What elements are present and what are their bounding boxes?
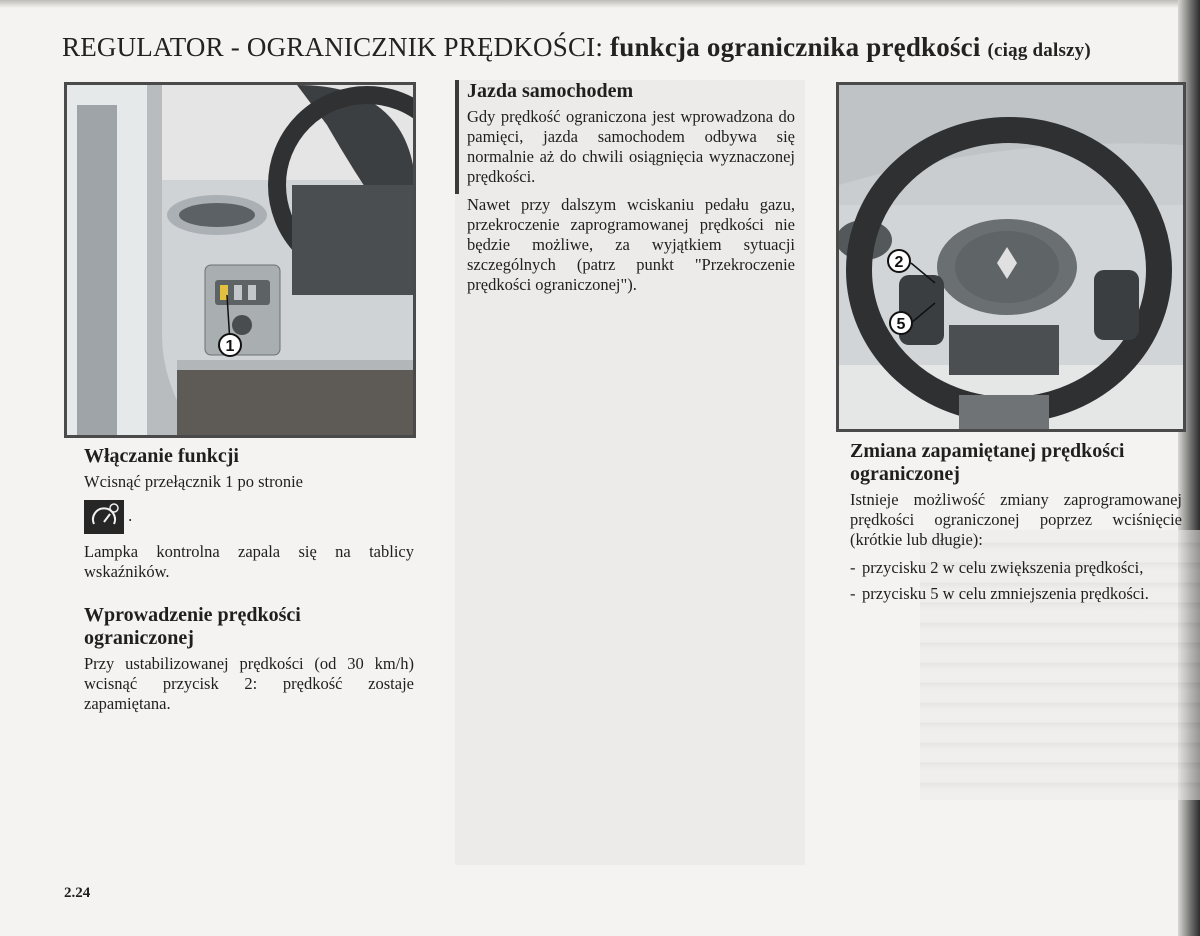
speed-limiter-icon [84,500,124,534]
page-title [62,32,1187,63]
change-speed-list [850,558,1182,604]
steering-wheel-figure [836,82,1186,432]
icon-period: . [128,505,133,525]
title-main: REGULATOR - OGRANICZNIK PRĘDKOŚCI: [62,32,604,62]
callout-1 [219,334,241,356]
left-column [84,445,414,722]
callout-2 [888,250,910,272]
steering-wheel-illustration [839,85,1183,429]
driving-paragraph-1: Gdy prędkość ograniczona jest wprowadzona do pamięci, jazda samochodem odbywa się normalnie aż do chwili osiągnięcia wyznaczonej prędkości. [467,107,795,186]
callout-5 [890,312,912,334]
callout-5-label: 5 [896,316,906,333]
activation-indicator-text: Lampka kontrolna zapala się na tablicy wskaźników. [84,542,414,581]
change-speed-heading: Zmiana zapamiętanej prędkości ograniczonej [850,440,1125,485]
driving-paragraph-2: Nawet przy dalszym wciskaniu pedału gazu, przekroczenie zaprogramowanej prędkości nie będzie możliwe, za wyjątkiem sytuacji szczególnych (patrz punkt "Przekroczenie prędkości ograniczonej"). [467,195,795,294]
driving-heading: Jazda samochodem [467,80,634,102]
callout-2-label: 2 [894,254,904,271]
set-speed-text: Przy ustabilizowanej prędkości (od 30 km/h) wcisnąć przycisk 2: prędkość zostaje zapamiętana. [84,654,414,713]
change-speed-intro: Istnieje możliwość zmiany zaprogramowanej prędkości ograniczonej poprzez wciśnięcie (krótkie lub długie): [850,490,1182,549]
callout-1-label: 1 [225,338,235,355]
page-number: 2.24 [64,885,91,901]
activation-text: Wcisnąć przełącznik 1 po stronie [84,472,303,491]
column-divider [455,80,459,194]
page-top-shadow [0,0,1200,8]
list-item: - przycisku 5 w celu zmniejszenia prędkości. [850,584,1182,604]
title-continued: (ciąg dalszy) [987,40,1091,61]
dashboard-switch-figure [64,82,416,438]
activation-heading: Włączanie funkcji [84,445,239,467]
list-item: - przycisku 2 w celu zwiększenia prędkości, [850,558,1182,578]
right-column [850,440,1182,610]
dashboard-illustration [67,85,413,435]
middle-column [455,80,805,865]
title-bold: funkcja ogranicznika prędkości [610,32,981,62]
set-speed-heading: Wprowadzenie prędkości ograniczonej [84,604,301,649]
